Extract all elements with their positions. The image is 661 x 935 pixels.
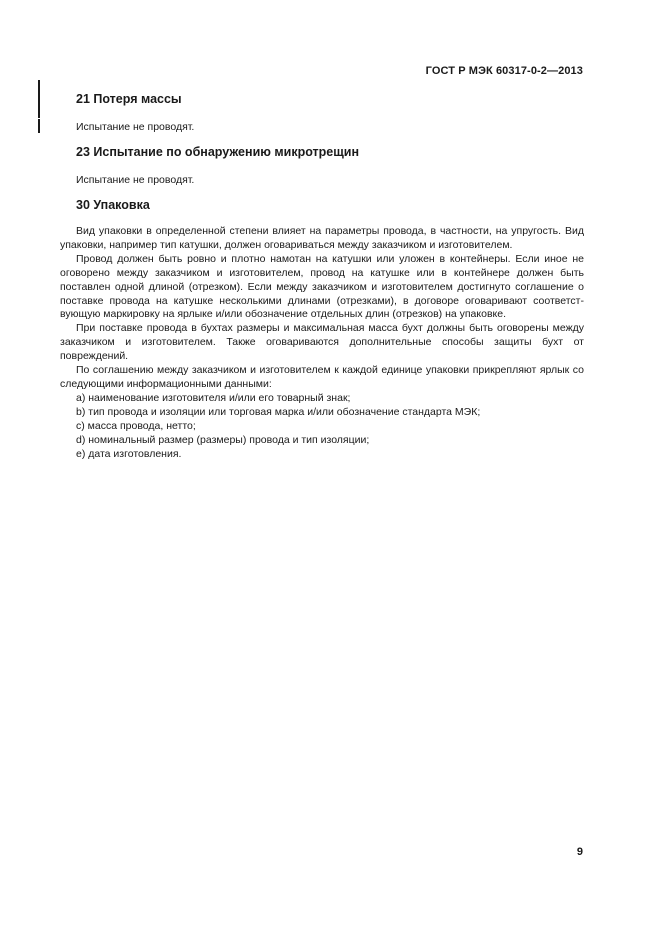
section-body-30 xyxy=(60,225,584,461)
section-text-21: Испытание не проводят. xyxy=(76,121,195,133)
doc-code: ГОСТ Р МЭК 60317-0-2—2013 xyxy=(425,65,583,77)
section-heading-23: 23 Испытание по обнаружению микротрещин xyxy=(76,145,360,159)
change-bar xyxy=(38,119,40,133)
list-item: a) наименование изготовителя и/или его товарный знак; xyxy=(76,391,351,404)
section-text-23: Испытание не проводят. xyxy=(76,174,195,186)
label-data-list xyxy=(60,392,584,462)
list-item: e) дата изготовления. xyxy=(76,447,182,460)
section-heading-21: 21 Потеря массы xyxy=(76,92,182,106)
list-item: d) номинальный размер (размеры) провода и тип изоляции; xyxy=(76,433,370,446)
paragraph: По соглашению между заказчиком и изготовителем к каждой единице упаковки прикрепляют ярлык со следующими информационными данными: xyxy=(60,364,584,390)
paragraph: Вид упаковки в определенной степени влияет на параметры провода, в частности, на упругость. Вид упаковки, например тип катушки, должен оговариваться между заказчиком и изготовителем. xyxy=(60,225,584,251)
change-bar xyxy=(38,80,40,118)
list-item: c) масса провода, нетто; xyxy=(76,419,196,432)
paragraph: При поставке провода в бухтах размеры и максимальная масса бухт должны быть оговорены между заказчиком и изготовителем. Также оговариваются дополнительные способы защиты бухт от повреждений. xyxy=(60,322,584,363)
page-number: 9 xyxy=(576,846,583,858)
list-item: b) тип провода и изоляции или торговая марка и/или обозначение стандарта МЭК; xyxy=(76,405,481,418)
paragraph: Провод должен быть ровно и плотно намотан на катушки или уложен в контейнеры. Если иное не оговорено между заказчиком и изготовителем, провод на катушке или в контейнере должен быть поставлен одной длиной (отрезком). Если между заказчиком и изготовителем достигнуто соглашение о поставке провода на катушке несколькими длинами (отрезками), в договоре оговаривают соответствующую маркировку на ярлыке и/или обозначение отдельных длин (отрезков) на упаковке. xyxy=(60,252,584,321)
section-heading-30: 30 Упаковка xyxy=(76,198,150,212)
